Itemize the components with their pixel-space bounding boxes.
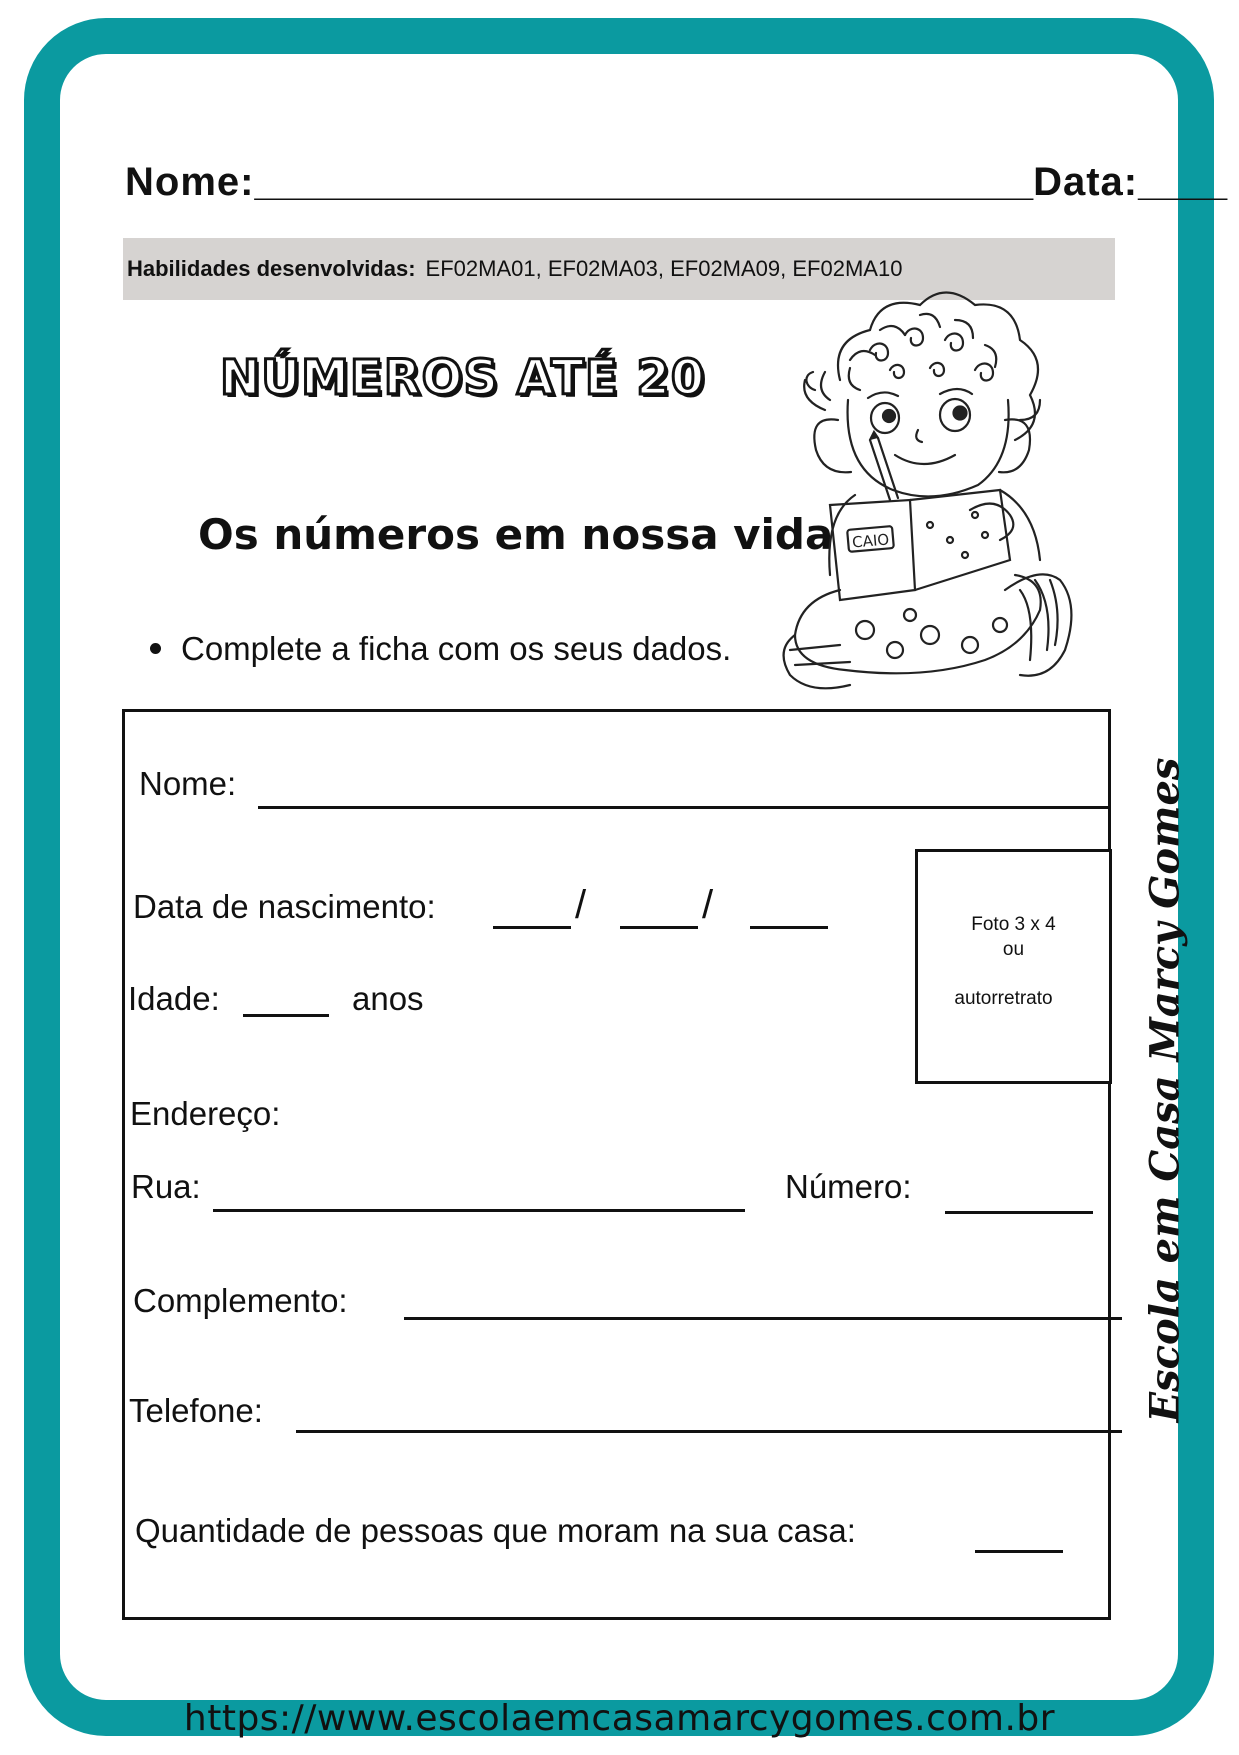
footer-url[interactable]: https://www.escolaemcasamarcygomes.com.br [183,1698,1056,1739]
photo-line-3: autorretrato [954,988,1053,1009]
hair-icon [804,293,1040,441]
photo-box[interactable] [915,849,1112,1084]
header-name-blank[interactable]: ___________________________________ [254,160,1034,204]
form-age-line[interactable] [243,1014,329,1017]
birth-separator-2: / [702,883,714,927]
form-household-label: Quantidade de pessoas que moram na sua casa: [135,1512,856,1549]
birth-day-line[interactable] [493,926,571,929]
side-credit: Escola em Casa Marcy Gomes [1141,757,1189,1423]
skills-label: Habilidades desenvolvidas: [127,256,416,281]
header-name-label: Nome: [125,160,255,204]
birth-separator-1: / [575,883,587,927]
form-street-label: Rua: [131,1168,201,1205]
child-reading-illustration [770,290,1090,710]
birth-year-line[interactable] [750,926,828,929]
instruction-text: Complete a ficha com os seus dados. [181,630,732,667]
skills-codes: EF02MA01, EF02MA03, EF02MA09, EF02MA10 [425,256,903,281]
form-name-label: Nome: [139,765,237,802]
header-row [125,160,1227,205]
form-address-label: Endereço: [130,1095,281,1132]
form-complement-line[interactable] [404,1317,1122,1320]
header-date-blank[interactable]: ____ [1138,160,1228,204]
book-label: CAIO [851,530,890,552]
student-form [122,709,1111,1620]
form-name-line[interactable] [258,806,1111,809]
form-phone-label: Telefone: [129,1392,263,1429]
form-number-line[interactable] [945,1211,1093,1214]
page-subtitle: Os números em nossa vida [198,510,834,559]
header-date-label: Data: [1033,160,1139,204]
photo-line-1: Foto 3 x 4 [971,914,1056,935]
form-age-unit: anos [352,980,424,1017]
form-birth-label: Data de nascimento: [133,888,436,925]
page-title: NÚMEROS ATÉ 20 [220,350,706,406]
birth-month-line[interactable] [620,926,698,929]
photo-line-2: ou [1002,939,1025,960]
form-number-label: Número: [785,1168,912,1205]
form-age-label: Idade: [128,980,220,1017]
form-phone-line[interactable] [296,1430,1122,1433]
form-street-line[interactable] [213,1209,745,1212]
bullet-icon [150,643,161,654]
instruction [150,630,731,668]
form-complement-label: Complemento: [133,1282,348,1319]
form-household-line[interactable] [975,1550,1063,1553]
